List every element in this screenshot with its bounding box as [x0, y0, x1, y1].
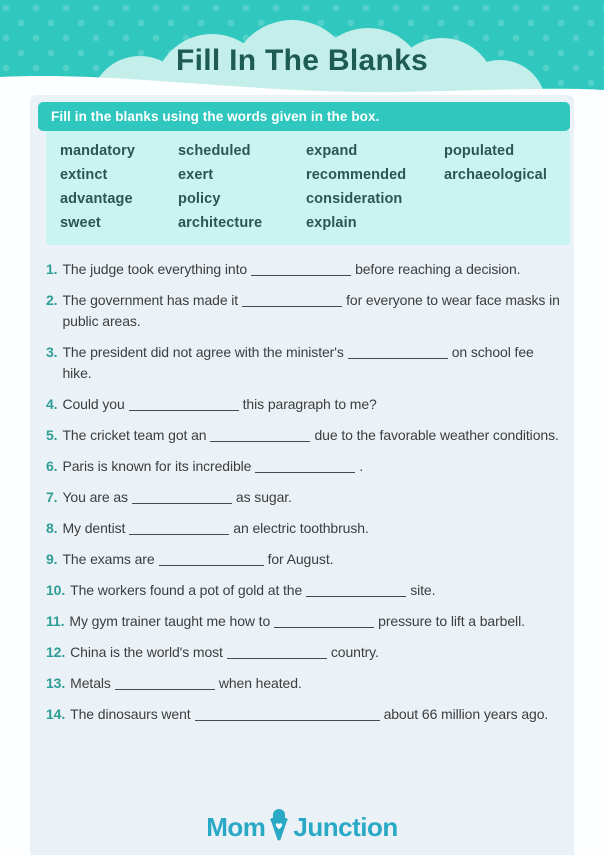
question-text-pre: My dentist	[62, 520, 126, 536]
question-text-pre: The government has made it	[62, 292, 239, 308]
question-number: 3.	[46, 344, 58, 360]
question-text	[70, 673, 564, 694]
question-number: 9.	[46, 551, 58, 567]
answer-blank	[132, 493, 232, 504]
worksheet-panel	[30, 95, 574, 855]
question-text-pre: You are as	[62, 489, 128, 505]
answer-blank	[129, 524, 229, 535]
question-text-pre: The workers found a pot of gold at the	[70, 582, 303, 598]
word-bank-item: exert	[178, 167, 214, 183]
brand-mom: Mom	[206, 811, 266, 842]
answer-blank	[115, 679, 215, 690]
question-text	[62, 456, 564, 477]
question-number: 10.	[46, 582, 66, 598]
answer-blank	[210, 431, 310, 442]
question-item	[46, 342, 564, 384]
page-title: Fill In The Blanks	[175, 44, 429, 77]
answer-blank	[251, 265, 351, 276]
question-number: 4.	[46, 396, 58, 412]
question-text-post: an electric toothbrush.	[233, 520, 369, 536]
question-text-pre: Metals	[70, 675, 111, 691]
brand-logo	[0, 811, 604, 843]
question-text-post: before reaching a decision.	[355, 261, 521, 277]
question-text-post: this paragraph to me?	[242, 396, 377, 412]
question-text-pre: The exams are	[62, 551, 155, 567]
word-bank-item: archaeological	[444, 167, 547, 183]
brand-junction: Junction	[293, 811, 398, 842]
answer-blank	[348, 348, 448, 359]
question-text	[62, 425, 564, 446]
answer-blank	[159, 555, 264, 566]
question-item	[46, 704, 564, 725]
question-text-post: for everyone to wear face masks in public areas.	[62, 292, 560, 329]
question-number: 5.	[46, 427, 58, 443]
answer-blank	[129, 400, 239, 411]
answer-blank	[274, 617, 374, 628]
question-text-post: site.	[410, 582, 436, 598]
word-bank-item: populated	[444, 143, 515, 159]
question-text	[69, 611, 564, 632]
question-number: 6.	[46, 458, 58, 474]
question-text-pre: The dinosaurs went	[70, 706, 191, 722]
question-text-post: when heated.	[218, 675, 302, 691]
answer-blank	[195, 710, 380, 721]
word-bank-item: architecture	[178, 215, 263, 231]
question-item	[46, 611, 564, 632]
word-bank-grid	[46, 131, 570, 245]
word-bank-item: advantage	[60, 191, 133, 207]
question-text-post: on school fee hike.	[62, 344, 534, 381]
question-item	[46, 394, 564, 415]
question-text	[62, 342, 564, 384]
question-text-pre: China is the world's most	[70, 644, 223, 660]
question-number: 1.	[46, 261, 58, 277]
word-bank-item	[444, 211, 570, 235]
answer-blank	[242, 296, 342, 307]
question-number: 13.	[46, 675, 66, 691]
word-bank-item: policy	[178, 191, 221, 207]
question-text-post: .	[359, 458, 364, 474]
question-text	[70, 580, 564, 601]
question-number: 11.	[46, 613, 65, 629]
question-item	[46, 642, 564, 663]
word-bank	[30, 102, 574, 245]
question-item	[46, 549, 564, 570]
question-number: 8.	[46, 520, 58, 536]
word-bank-item	[444, 187, 570, 211]
question-item	[46, 487, 564, 508]
answer-blank	[227, 648, 327, 659]
question-text	[62, 518, 564, 539]
question-text-pre: The judge took everything into	[62, 261, 248, 277]
question-text	[62, 394, 564, 415]
question-item	[46, 673, 564, 694]
question-number: 12.	[46, 644, 66, 660]
word-bank-item: consideration	[306, 191, 403, 207]
question-text-post: country.	[330, 644, 379, 660]
word-bank-instruction: Fill in the blanks using the words given in the box.	[38, 102, 570, 131]
question-item	[46, 456, 564, 477]
header-banner	[0, 0, 604, 110]
mom-and-child-icon	[266, 809, 292, 841]
question-text-post: for August.	[267, 551, 334, 567]
question-item	[46, 425, 564, 446]
question-item	[46, 518, 564, 539]
question-text-post: pressure to lift a barbell.	[378, 613, 525, 629]
word-bank-item: recommended	[306, 167, 407, 183]
question-number: 14.	[46, 706, 66, 722]
question-text-post: about 66 million years ago.	[383, 706, 549, 722]
answer-blank	[306, 586, 406, 597]
word-bank-item: sweet	[60, 215, 101, 231]
question-text	[62, 549, 564, 570]
question-text	[62, 290, 564, 332]
questions-list	[46, 259, 564, 725]
question-number: 7.	[46, 489, 58, 505]
question-text	[70, 704, 564, 725]
question-text-post: as sugar.	[235, 489, 292, 505]
question-text-pre: Paris is known for its incredible	[62, 458, 252, 474]
question-item	[46, 259, 564, 280]
word-bank-item: expand	[306, 143, 358, 159]
word-bank-item: extinct	[60, 167, 108, 183]
question-text-pre: The president did not agree with the minister's	[62, 344, 344, 360]
question-text-pre: My gym trainer taught me how to	[69, 613, 271, 629]
question-text-pre: The cricket team got an	[62, 427, 207, 443]
word-bank-item: explain	[306, 215, 357, 231]
word-bank-item: mandatory	[60, 143, 136, 159]
question-text	[62, 259, 564, 280]
question-text-pre: Could you	[62, 396, 125, 412]
question-text-post: due to the favorable weather conditions.	[314, 427, 559, 443]
word-bank-item: scheduled	[178, 143, 251, 159]
question-item	[46, 290, 564, 332]
question-number: 2.	[46, 292, 58, 308]
question-text	[70, 642, 564, 663]
question-item	[46, 580, 564, 601]
question-text	[62, 487, 564, 508]
answer-blank	[255, 462, 355, 473]
